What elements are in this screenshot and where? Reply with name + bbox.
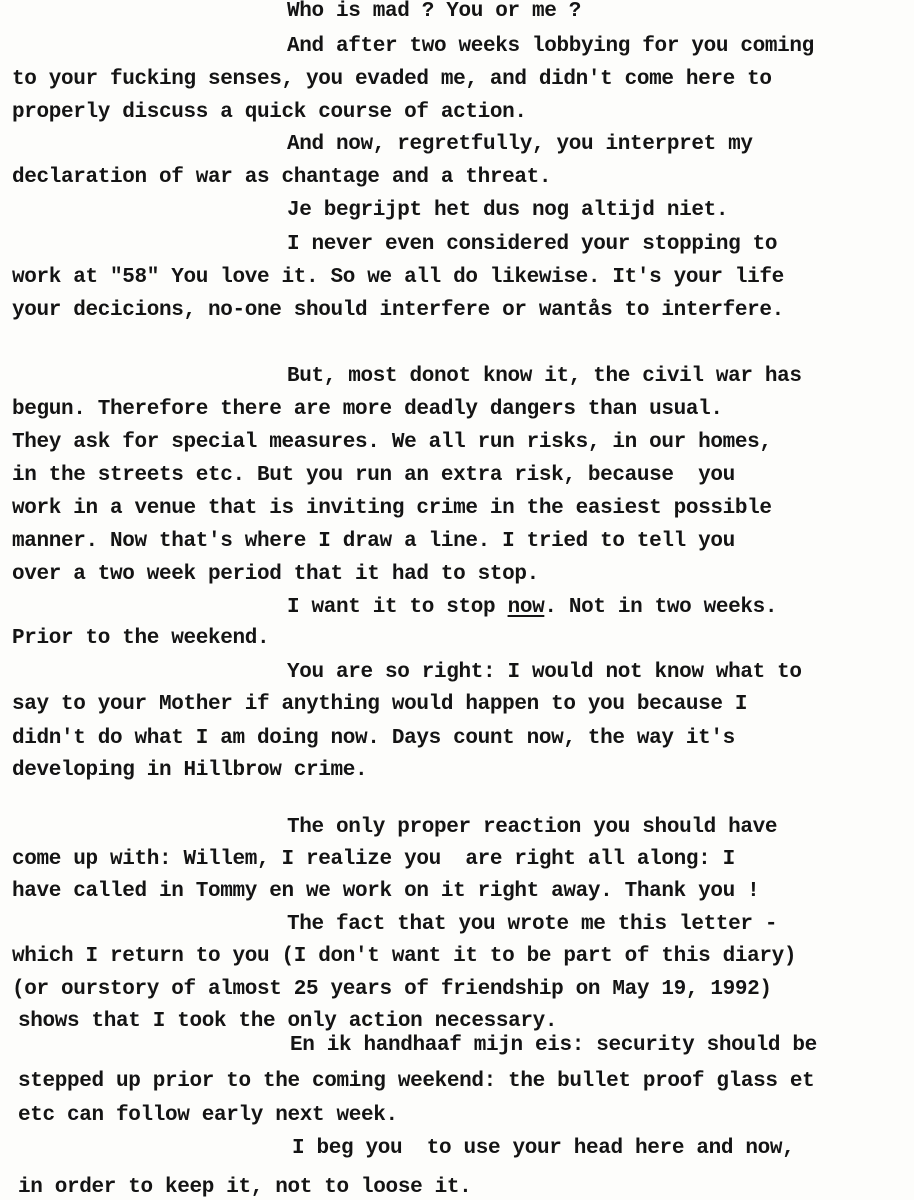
letter-line: shows that I took the only action necessary. bbox=[18, 1010, 558, 1033]
letter-line: Prior to the weekend. bbox=[12, 627, 270, 650]
letter-line: say to your Mother if anything would happen to you because I bbox=[12, 693, 748, 716]
letter-line: (or ourstory of almost 25 years of friendship on May 19, 1992) bbox=[12, 978, 772, 1001]
letter-line: They ask for special measures. We all run risks, in our homes, bbox=[12, 431, 772, 454]
letter-line: work at "58" You love it. So we all do likewise. It's your life bbox=[12, 266, 784, 289]
letter-line: have called in Tommy en we work on it right away. Thank you ! bbox=[12, 880, 760, 903]
letter-line: come up with: Willem, I realize you are right all along: I bbox=[12, 848, 735, 871]
letter-line-end: . Not in two weeks. bbox=[544, 596, 778, 619]
letter-line: in order to keep it, not to loose it. bbox=[18, 1176, 472, 1199]
letter-line: And after two weeks lobbying for you coming bbox=[287, 35, 814, 58]
letter-line: declaration of war as chantage and a threat. bbox=[12, 166, 552, 189]
letter-line: But, most donot know it, the civil war has bbox=[287, 365, 802, 388]
letter-line: didn't do what I am doing now. Days count now, the way it's bbox=[12, 727, 735, 750]
letter-line: work in a venue that is inviting crime in the easiest possible bbox=[12, 497, 772, 520]
letter-line: And now, regretfully, you interpret my bbox=[287, 133, 753, 156]
letter-line-start: I want it to stop bbox=[287, 596, 496, 619]
letter-line: Who is mad ? You or me ? bbox=[287, 0, 582, 23]
letter-line: You are so right: I would not know what to bbox=[287, 661, 802, 684]
letter-line: developing in Hillbrow crime. bbox=[12, 759, 368, 782]
letter-line: I never even considered your stopping to bbox=[287, 233, 778, 256]
letter-line: etc can follow early next week. bbox=[18, 1104, 398, 1127]
letter-line: in the streets etc. But you run an extra risk, because you bbox=[12, 464, 735, 487]
letter-line: which I return to you (I don't want it to be part of this diary) bbox=[12, 945, 797, 968]
letter-line: En ik handhaaf mijn eis: security should be bbox=[290, 1034, 817, 1057]
letter-line: stepped up prior to the coming weekend: the bullet proof glass et bbox=[18, 1070, 815, 1093]
letter-line: Je begrijpt het dus nog altijd niet. bbox=[287, 199, 729, 222]
letter-line: I beg you to use your head here and now, bbox=[292, 1137, 795, 1160]
letter-line: The only proper reaction you should have bbox=[287, 816, 778, 839]
letter-line bbox=[287, 595, 777, 621]
letter-line: The fact that you wrote me this letter - bbox=[287, 913, 778, 936]
letter-line: properly discuss a quick course of action. bbox=[12, 101, 527, 124]
letter-line: begun. Therefore there are more deadly dangers than usual. bbox=[12, 398, 723, 421]
letter-line: manner. Now that's where I draw a line. I tried to tell you bbox=[12, 530, 735, 553]
letter-line: your decicions, no-one should interfere or wantås to interfere. bbox=[12, 299, 784, 322]
letter-line: to your fucking senses, you evaded me, and didn't come here to bbox=[12, 68, 772, 91]
letter-line: over a two week period that it had to stop. bbox=[12, 563, 539, 586]
underlined-word-now: now bbox=[507, 596, 545, 619]
